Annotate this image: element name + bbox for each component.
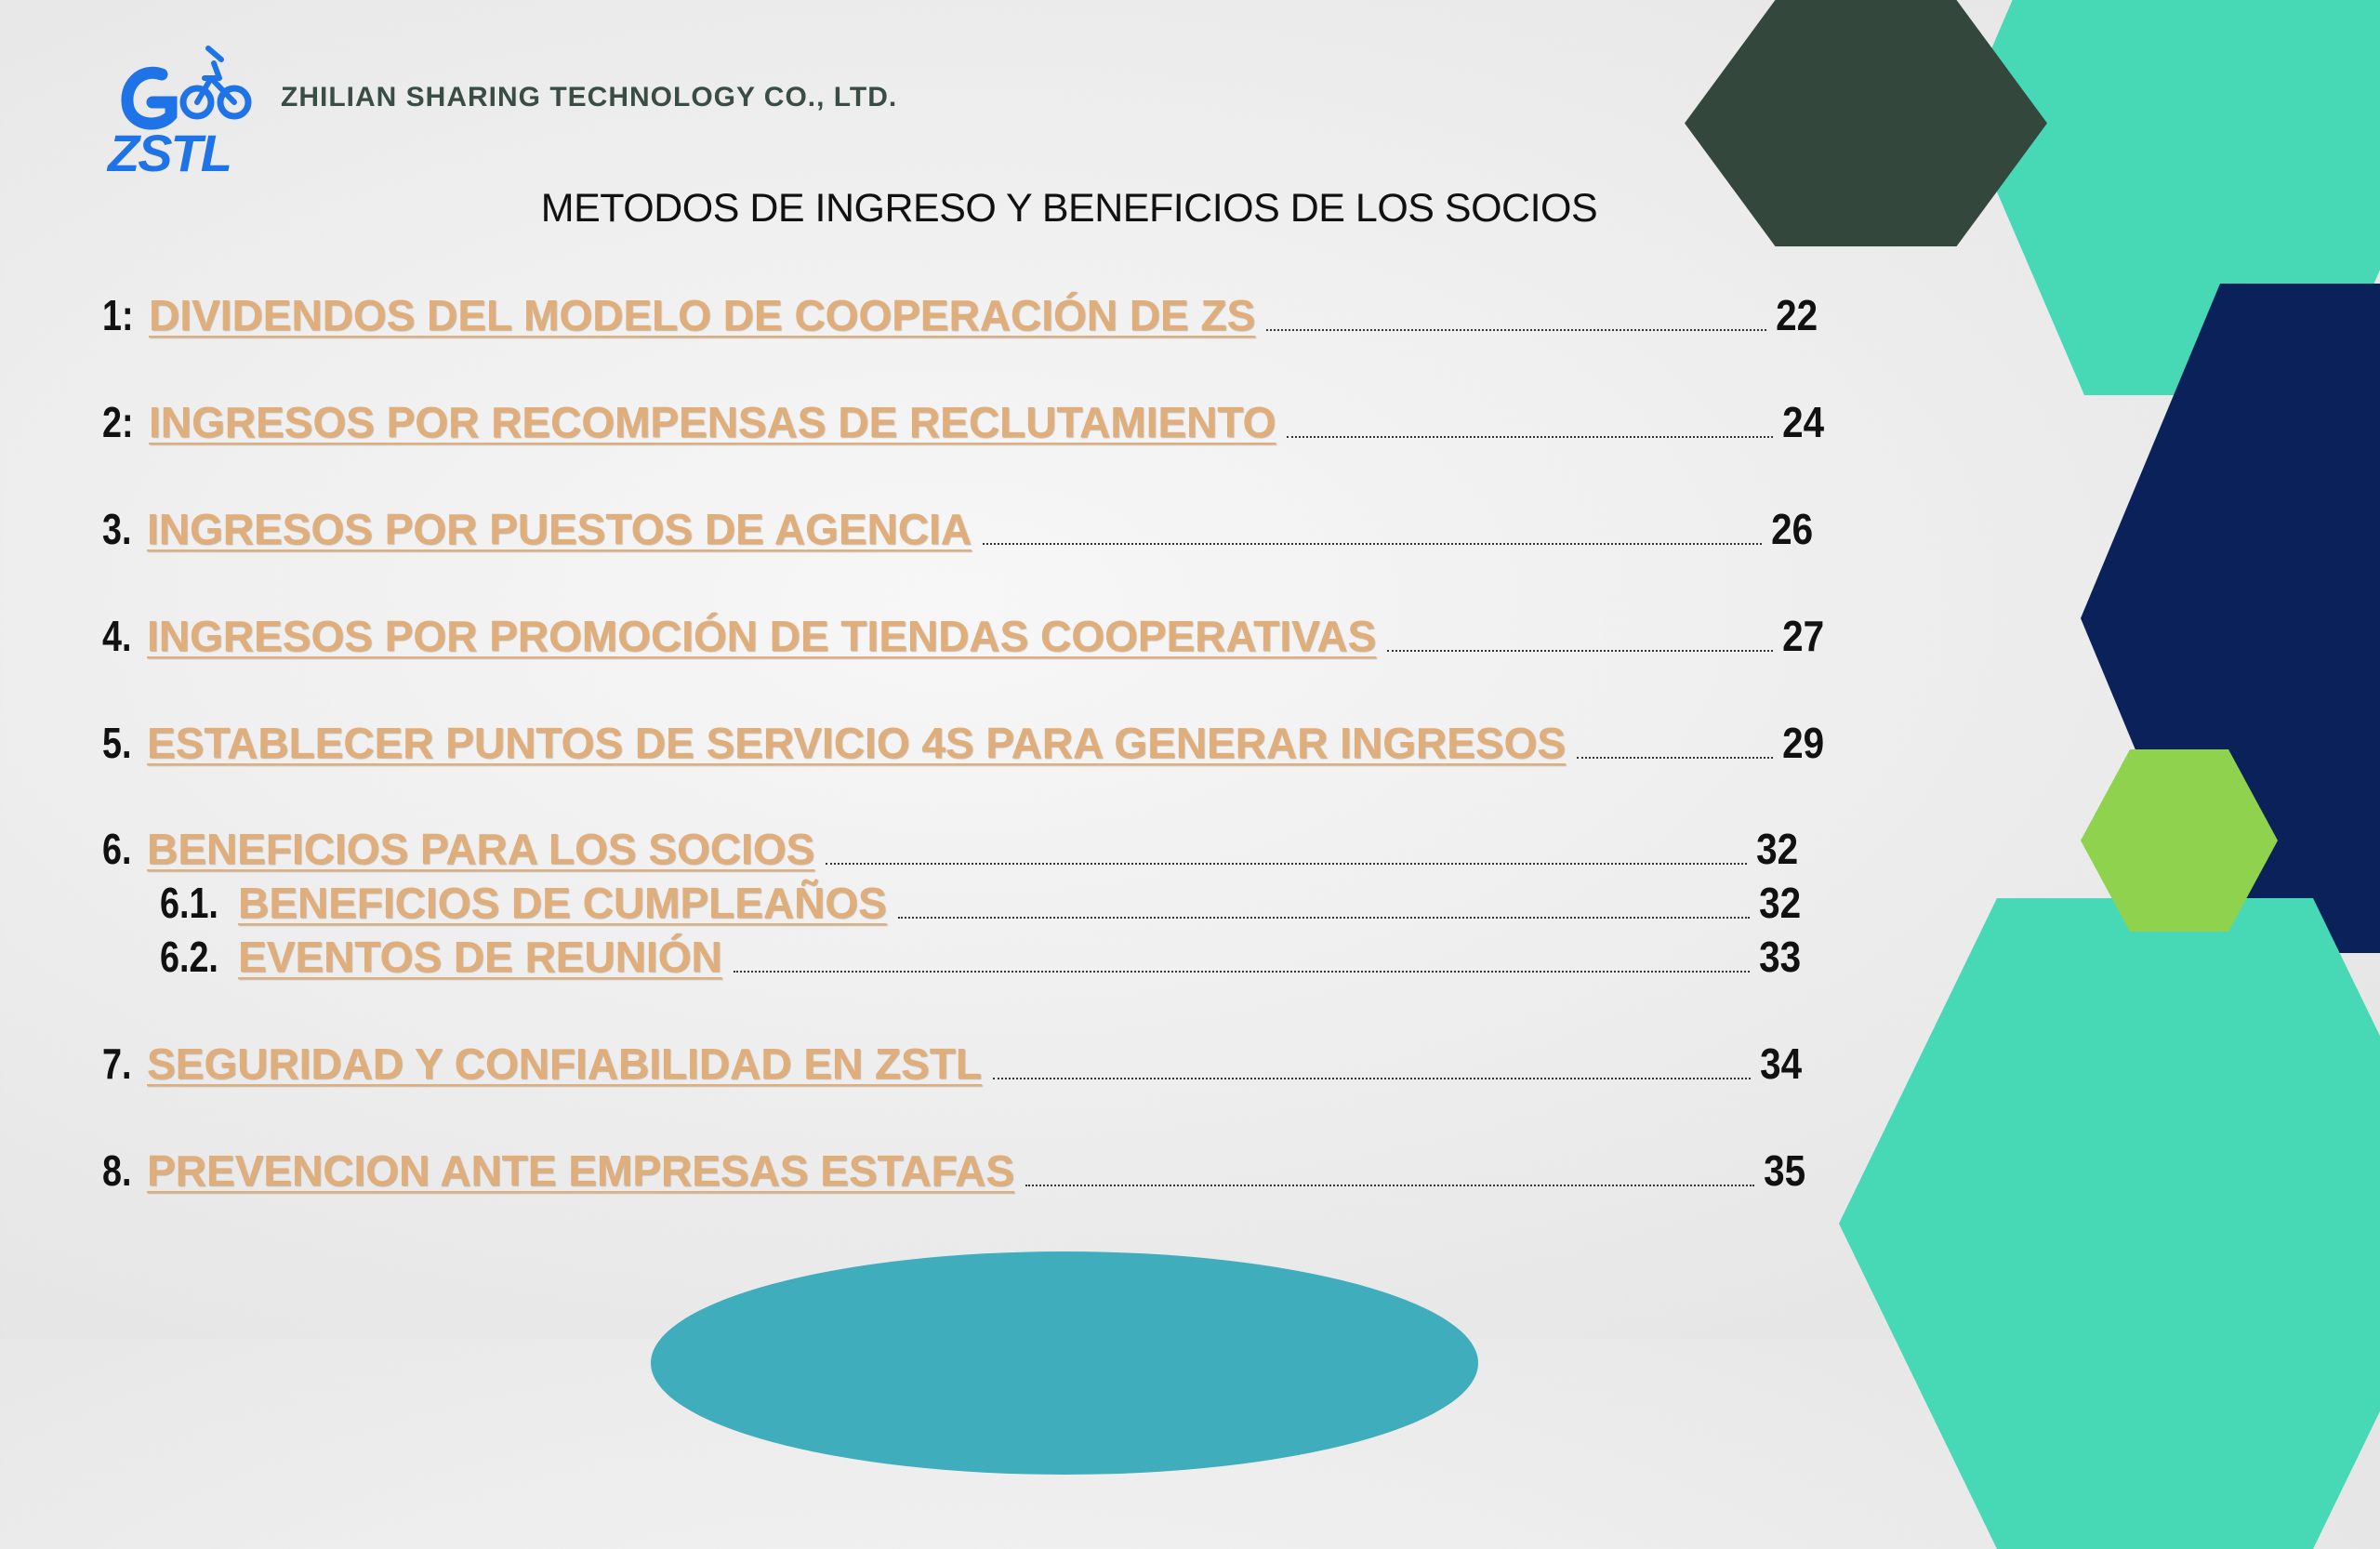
toc-page-number: 29 [1781, 719, 1824, 767]
dot-leader [826, 863, 1747, 865]
dot-leader [1025, 1185, 1754, 1186]
toc-number: 6.2. [160, 933, 218, 981]
toc-page-number: 24 [1781, 398, 1824, 446]
page-title: METODOS DE INGRESO Y BENEFICIOS DE LOS SOCIOS [540, 186, 1598, 231]
toc-item-6-2[interactable] [160, 926, 1801, 982]
dot-leader [993, 1078, 1751, 1079]
toc-number: 7. [102, 1039, 132, 1088]
toc-page-number: 32 [1755, 825, 1798, 873]
dot-leader [1387, 650, 1773, 652]
dot-leader [1266, 329, 1766, 331]
mint-hexagon-bottom [1839, 898, 2380, 1549]
dot-leader [734, 971, 1750, 973]
zstl-logo-graphic [104, 30, 267, 179]
toc-link[interactable]: DIVIDENDOS DEL MODELO DE COOPERACIÓN DE ZS [149, 291, 1256, 339]
toc-number: 6. [102, 825, 132, 873]
toc-link[interactable]: EVENTOS DE REUNIÓN [238, 933, 722, 981]
toc-item-1[interactable] [102, 285, 1818, 340]
company-name: ZHILIAN SHARING TECHNOLOGY CO., LTD. [281, 82, 898, 113]
toc-item-7[interactable] [102, 1033, 1802, 1089]
toc-number: 5. [102, 719, 132, 767]
dot-leader [983, 543, 1762, 545]
toc-item-8[interactable] [102, 1140, 1805, 1196]
toc-link[interactable]: PREVENCION ANTE EMPRESAS ESTAFAS [147, 1146, 1014, 1195]
toc-item-6-1[interactable] [160, 872, 1801, 928]
logo-text: ZSTL [108, 124, 231, 179]
teal-half-ellipse [651, 1251, 1478, 1475]
toc-page-number: 27 [1781, 612, 1824, 660]
toc-link[interactable]: SEGURIDAD Y CONFIABILIDAD EN ZSTL [147, 1039, 982, 1088]
toc-number: 4. [102, 612, 132, 660]
toc-page-number: 34 [1759, 1039, 1802, 1088]
toc-link[interactable]: BENEFICIOS PARA LOS SOCIOS [147, 825, 815, 873]
toc-link[interactable]: BENEFICIOS DE CUMPLEAÑOS [238, 879, 887, 927]
zstl-logo [104, 30, 267, 179]
toc-number: 2: [102, 398, 134, 446]
toc-number: 8. [102, 1146, 132, 1195]
toc-item-4[interactable] [102, 605, 1824, 661]
toc-link[interactable]: INGRESOS POR PUESTOS DE AGENCIA [147, 505, 972, 553]
toc-page-number: 35 [1763, 1146, 1805, 1195]
toc-number: 1: [102, 291, 134, 339]
dot-leader [1577, 757, 1773, 759]
toc-page-number: 32 [1758, 879, 1801, 927]
toc-item-6[interactable] [102, 818, 1798, 874]
toc-number: 6.1. [160, 879, 218, 927]
toc-page-number: 26 [1770, 505, 1813, 553]
toc-page-number: 22 [1775, 291, 1818, 339]
dot-leader [1287, 436, 1773, 438]
toc-item-5[interactable] [102, 712, 1824, 768]
toc-link[interactable]: INGRESOS POR PROMOCIÓN DE TIENDAS COOPERATIVAS [147, 612, 1377, 660]
toc-page-number: 33 [1758, 933, 1801, 981]
toc-item-3[interactable] [102, 498, 1813, 554]
toc-link[interactable]: ESTABLECER PUNTOS DE SERVICIO 4S PARA GENERAR INGRESOS [147, 719, 1566, 767]
toc-number: 3. [102, 505, 132, 553]
toc-link[interactable]: INGRESOS POR RECOMPENSAS DE RECLUTAMIENTO [149, 398, 1276, 446]
dot-leader [898, 917, 1750, 919]
toc-item-2[interactable] [102, 391, 1824, 447]
